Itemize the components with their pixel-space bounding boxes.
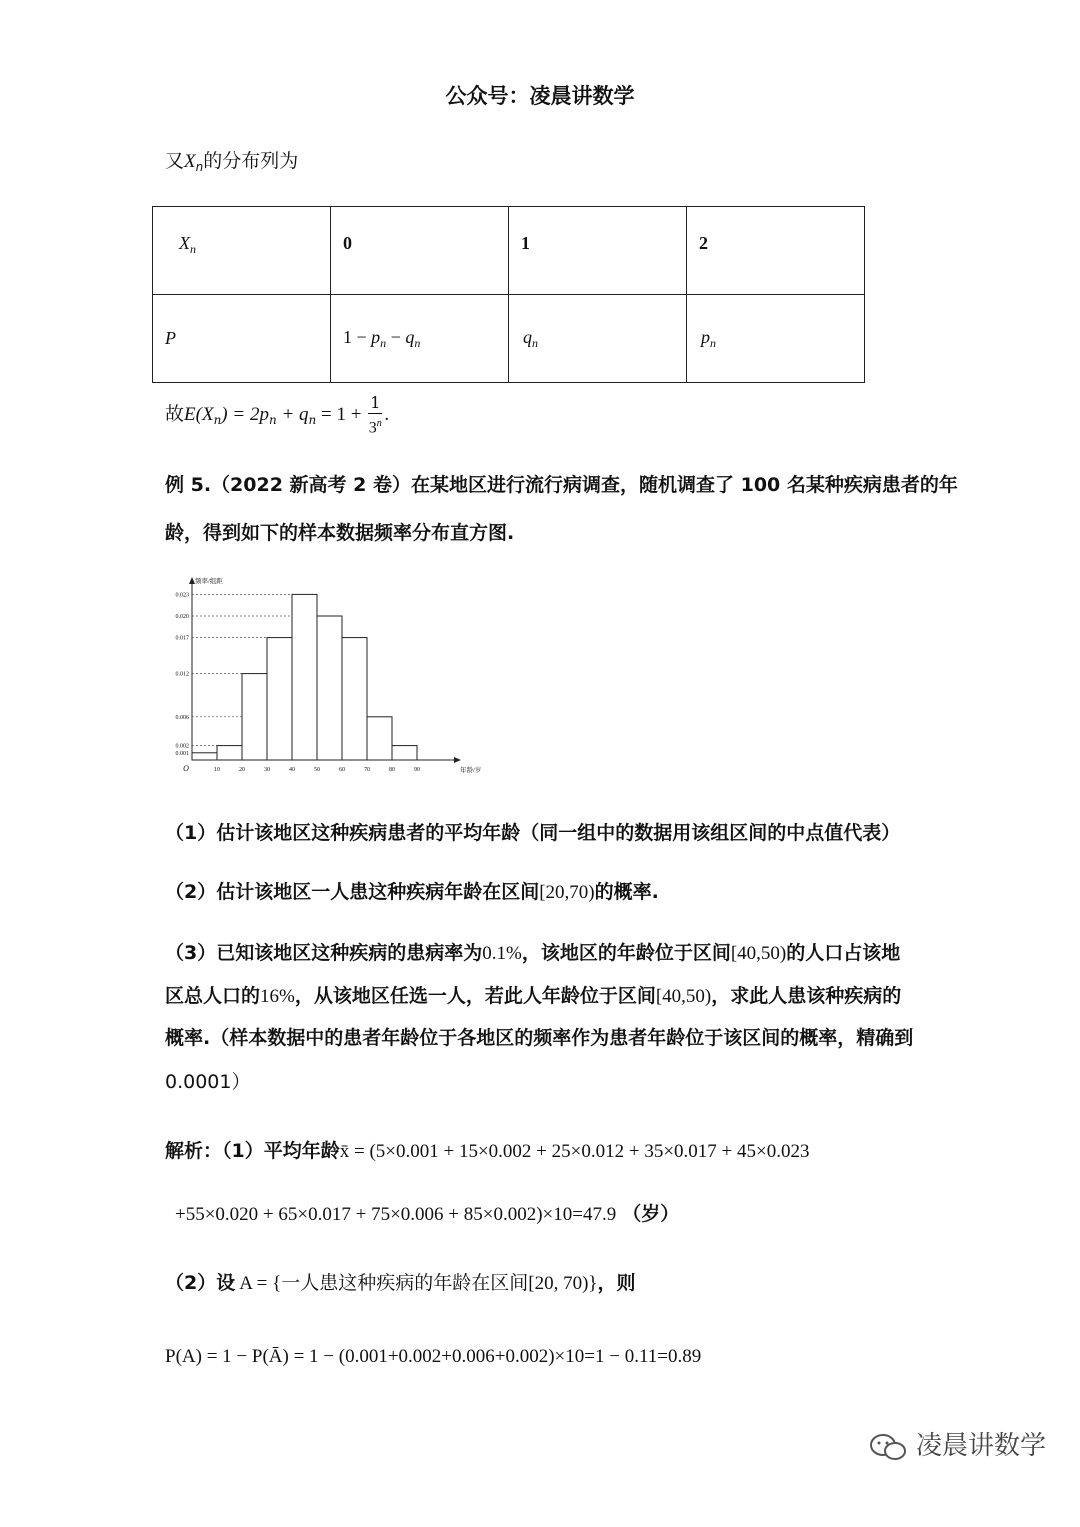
y-tick-label: 0.023 — [175, 592, 189, 599]
x-tick-label: 40 — [289, 767, 295, 773]
expectation-line: 故$E(X_n) = 2p_n + q_n = 1$ + $\frac{1}{3^n}$ . — [165, 393, 390, 437]
x-tick-label: 90 — [414, 767, 420, 773]
intro-line — [165, 146, 298, 174]
table-cell: 0 — [331, 207, 509, 295]
table-cell: $1 - p_n - q_n$ — [331, 295, 509, 383]
table-cell-header: $X_n$ — [153, 207, 331, 295]
y-tick-label: 0.002 — [175, 743, 189, 750]
frequency-histogram — [160, 570, 482, 780]
x-tick-label: 80 — [389, 767, 395, 773]
histogram-bar — [317, 616, 342, 760]
y-tick-label: 0.006 — [175, 714, 189, 721]
x-axis-label: 年龄/岁 — [460, 767, 482, 774]
table-row — [153, 207, 865, 295]
solution-1: 解析：（1）平均年龄x̄ = (5×0.001 + 15×0.002 + 25×0.012 + 35×0.017 + 45×0.023 — [165, 1140, 810, 1162]
y-tick-label: 0.012 — [175, 671, 189, 678]
intro-suffix: 的分布列为 — [203, 150, 299, 172]
example-line-1: 例 5.（2022 新高考 2 卷）在某地区进行流行病调查，随机调查了 100 名某种疾病患者的年 — [165, 474, 958, 496]
histogram-bar — [217, 746, 242, 760]
intro-sub: n — [195, 160, 204, 174]
x-tick-label: 70 — [364, 767, 370, 773]
question-3-line-3: 概率.（样本数据中的患者年龄位于各地区的频率作为患者年龄位于该区间的概率，精确到 — [165, 1027, 914, 1049]
table-cell: 2 — [687, 207, 865, 295]
question-3-line-2: 区总人口的16%，从该地区任选一人，若此人年龄位于区间[40,50)，求此人患该种疾病的 — [165, 985, 902, 1007]
histogram-bar — [342, 638, 367, 760]
distribution-table — [152, 206, 865, 383]
question-3-line-1: （3）已知该地区这种疾病的患病率为0.1%，该地区的年龄位于区间[40,50)的人口占该地 — [165, 942, 901, 964]
fraction: $\frac{1}{3^n}$ — [368, 393, 382, 437]
question-3-line-4: 0.0001） — [165, 1071, 251, 1093]
x-tick-label: 60 — [339, 767, 345, 773]
table-cell: $q_n$ — [509, 295, 687, 383]
question-2: （2）估计该地区一人患这种疾病年龄在区间[20,70)的概率. — [165, 881, 659, 903]
x-tick-label: 10 — [214, 767, 220, 773]
table-cell: 1 — [509, 207, 687, 295]
wechat-icon — [868, 1432, 908, 1462]
solution-2-probability: P(A) = 1 − P(Ā) = 1 − (0.001+0.002+0.006+0.002)×10=1 − 0.11=0.89 — [165, 1346, 702, 1367]
y-tick-label: 0.020 — [175, 614, 189, 620]
x-tick-label: 30 — [264, 767, 270, 773]
watermark: 凌晨讲数学 — [868, 1425, 1046, 1462]
table-cell: $p_n$ — [687, 295, 865, 383]
page-header: 公众号：凌晨讲数学 — [445, 84, 635, 108]
solution-1-continued: +55×0.020 + 65×0.017 + 75×0.006 + 85×0.002)×10=47.9 （岁） — [175, 1203, 680, 1225]
y-tick-label: 0.001 — [175, 750, 189, 757]
histogram-bar — [292, 594, 317, 760]
y-axis-label: 频率/组距 — [195, 578, 223, 585]
table-cell-header: P — [153, 295, 331, 383]
intro-var: X — [184, 151, 196, 172]
x-tick-label: O — [183, 764, 189, 773]
y-tick-label: 0.017 — [175, 635, 189, 642]
histogram-bar — [392, 746, 417, 760]
question-1: （1）估计该地区这种疾病患者的平均年龄（同一组中的数据用该组区间的中点值代表） — [165, 822, 901, 844]
histogram-bar — [367, 717, 392, 760]
example-line-2: 龄，得到如下的样本数据频率分布直方图. — [165, 522, 515, 544]
table-row — [153, 295, 865, 383]
intro-prefix: 又 — [165, 150, 185, 172]
x-tick-label: 20 — [239, 767, 245, 773]
histogram-bar — [192, 753, 217, 760]
histogram-bar — [242, 674, 267, 760]
solution-2: （2）设 A = {一人患这种疾病的年龄在区间[20, 70)}，则 — [165, 1272, 636, 1294]
histogram-bar — [267, 638, 292, 760]
x-axis-arrow — [454, 757, 461, 763]
x-tick-label: 50 — [314, 767, 320, 773]
